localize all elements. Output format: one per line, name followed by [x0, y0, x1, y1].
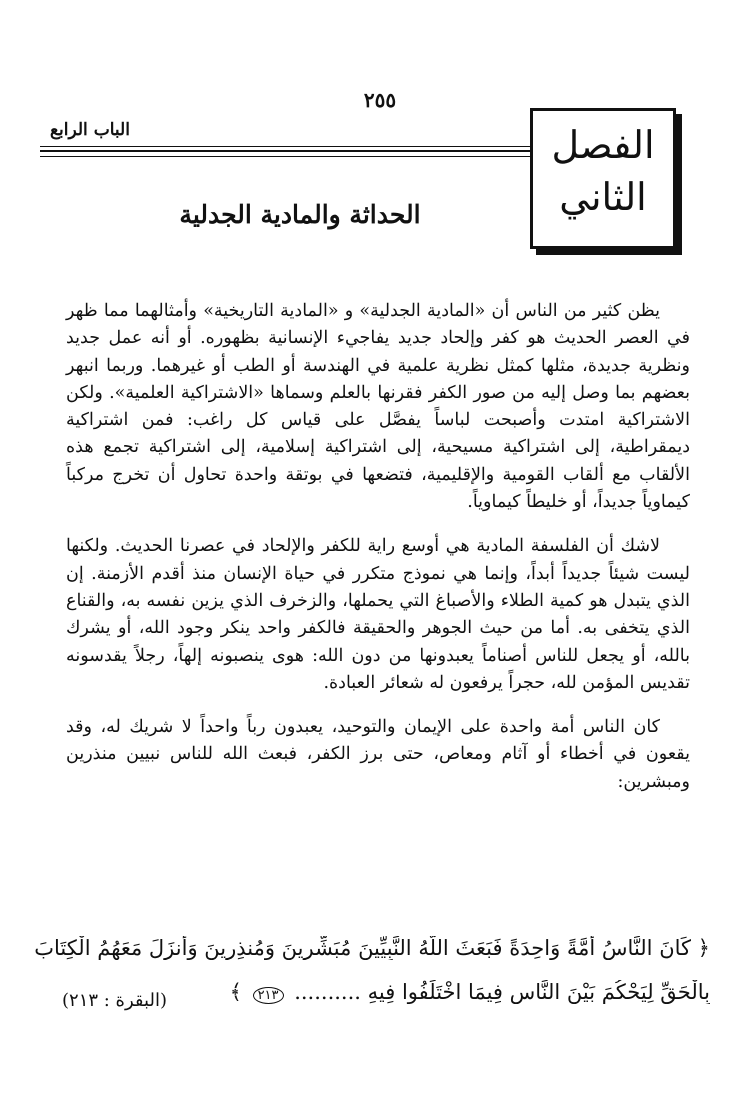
- paragraph: لاشك أن الفلسفة المادية هي أوسع راية للكفر والإلحاد في عصرنا الحديث. ولكنها ليست شيئاً جديداً أبداً، وإنما هي نموذج متكرر في حياة الإنسان منذ أقدم الأزمنة. إن الذي يتبدل هو كمية الطلاء والأصباغ التي يحملها، والزخرف الذي يزين نفسه به، والقناع الذي يتخفى به. أما من حيث الجوهر والحقيقة فالكفر واحد ينكر وجود الله، أو يشرك بالله، أو يجعل للناس أصناماً يعبدونها من دون الله: هوى ينصبونه إلهاً، رجلاً يقدسونه تقديس المؤمن لله، حجراً يرفعون له شعائر العبادة.: [66, 536, 690, 693]
- verse-close-bracket: ﴾: [229, 980, 242, 1004]
- quran-verse-line-1: ﴿ كَانَ النَّاسُ أُمَّةً وَاحِدَةً فَبَعَثَ اللَّهُ النَّبِيِّينَ مُبَشِّرِينَ وَمُنذِرِينَ وَأَنزَلَ مَعَهُمُ الْكِتَابَ: [34, 936, 710, 960]
- verse-reference: (البقرة : ٢١٣): [62, 990, 167, 1011]
- paragraph: كان الناس أمة واحدة على الإيمان والتوحيد، يعبدون رباً واحداً لا شريك له، وقد يقعون في أخطاء أو آثام ومعاص، حتى برز الكفر، فبعث الله للناس نبيين منذرين ومبشرين:: [66, 717, 690, 792]
- header-rule: [40, 150, 530, 152]
- ayah-number-marker: ٢١٣: [253, 987, 284, 1004]
- chapter-number: الثاني: [559, 175, 647, 219]
- section-label: الباب الرابع: [50, 120, 130, 140]
- paragraph: يظن كثير من الناس أن «المادية الجدلية» و «المادية التاريخية» وأمثالهما مما ظهر في العصر الحديث هو كفر وإلحاد جديد يفاجيء الإنسانية بظهوره. أو أنه عمل جديد ونظرية جديدة، مثلها كمثل نظرية علمية في الهندسة أو الطب أو غيرهما. وربما انبهر بعضهم بما وصل إليه من صور الكفر فقرنها بالعلم وسماها «الاشتراكية العلمية». ولكن الاشتراكية امتدت وأصبحت لباساً يفصَّل على قياس كل راغب: فمن اشتراكية ديمقراطية، إلى اشتراكية مسيحية، إلى اشتراكية إسلامية، إلى اشتراكية تجمع هذه الألقاب مع ألقاب القومية والإقليمية، فتضعها في بوتقة واحدة تحاول أن تخرج مركباً كيماوياً جديداً، أو خليطاً كيماوياً.: [66, 301, 690, 513]
- header-rule: [40, 156, 530, 157]
- header-rule: [40, 146, 530, 147]
- quran-verse-text: بِالْحَقِّ لِيَحْكُمَ بَيْنَ النَّاسِ فِيمَا اخْتَلَفُوا فِيهِ ..........: [294, 980, 710, 1004]
- chapter-word: الفصل: [551, 123, 655, 167]
- chapter-title: الحداثة والمادية الجدلية: [179, 200, 421, 229]
- chapter-box: [530, 108, 676, 249]
- body-text: [66, 298, 690, 796]
- page-number: ٢٥٥: [363, 88, 397, 112]
